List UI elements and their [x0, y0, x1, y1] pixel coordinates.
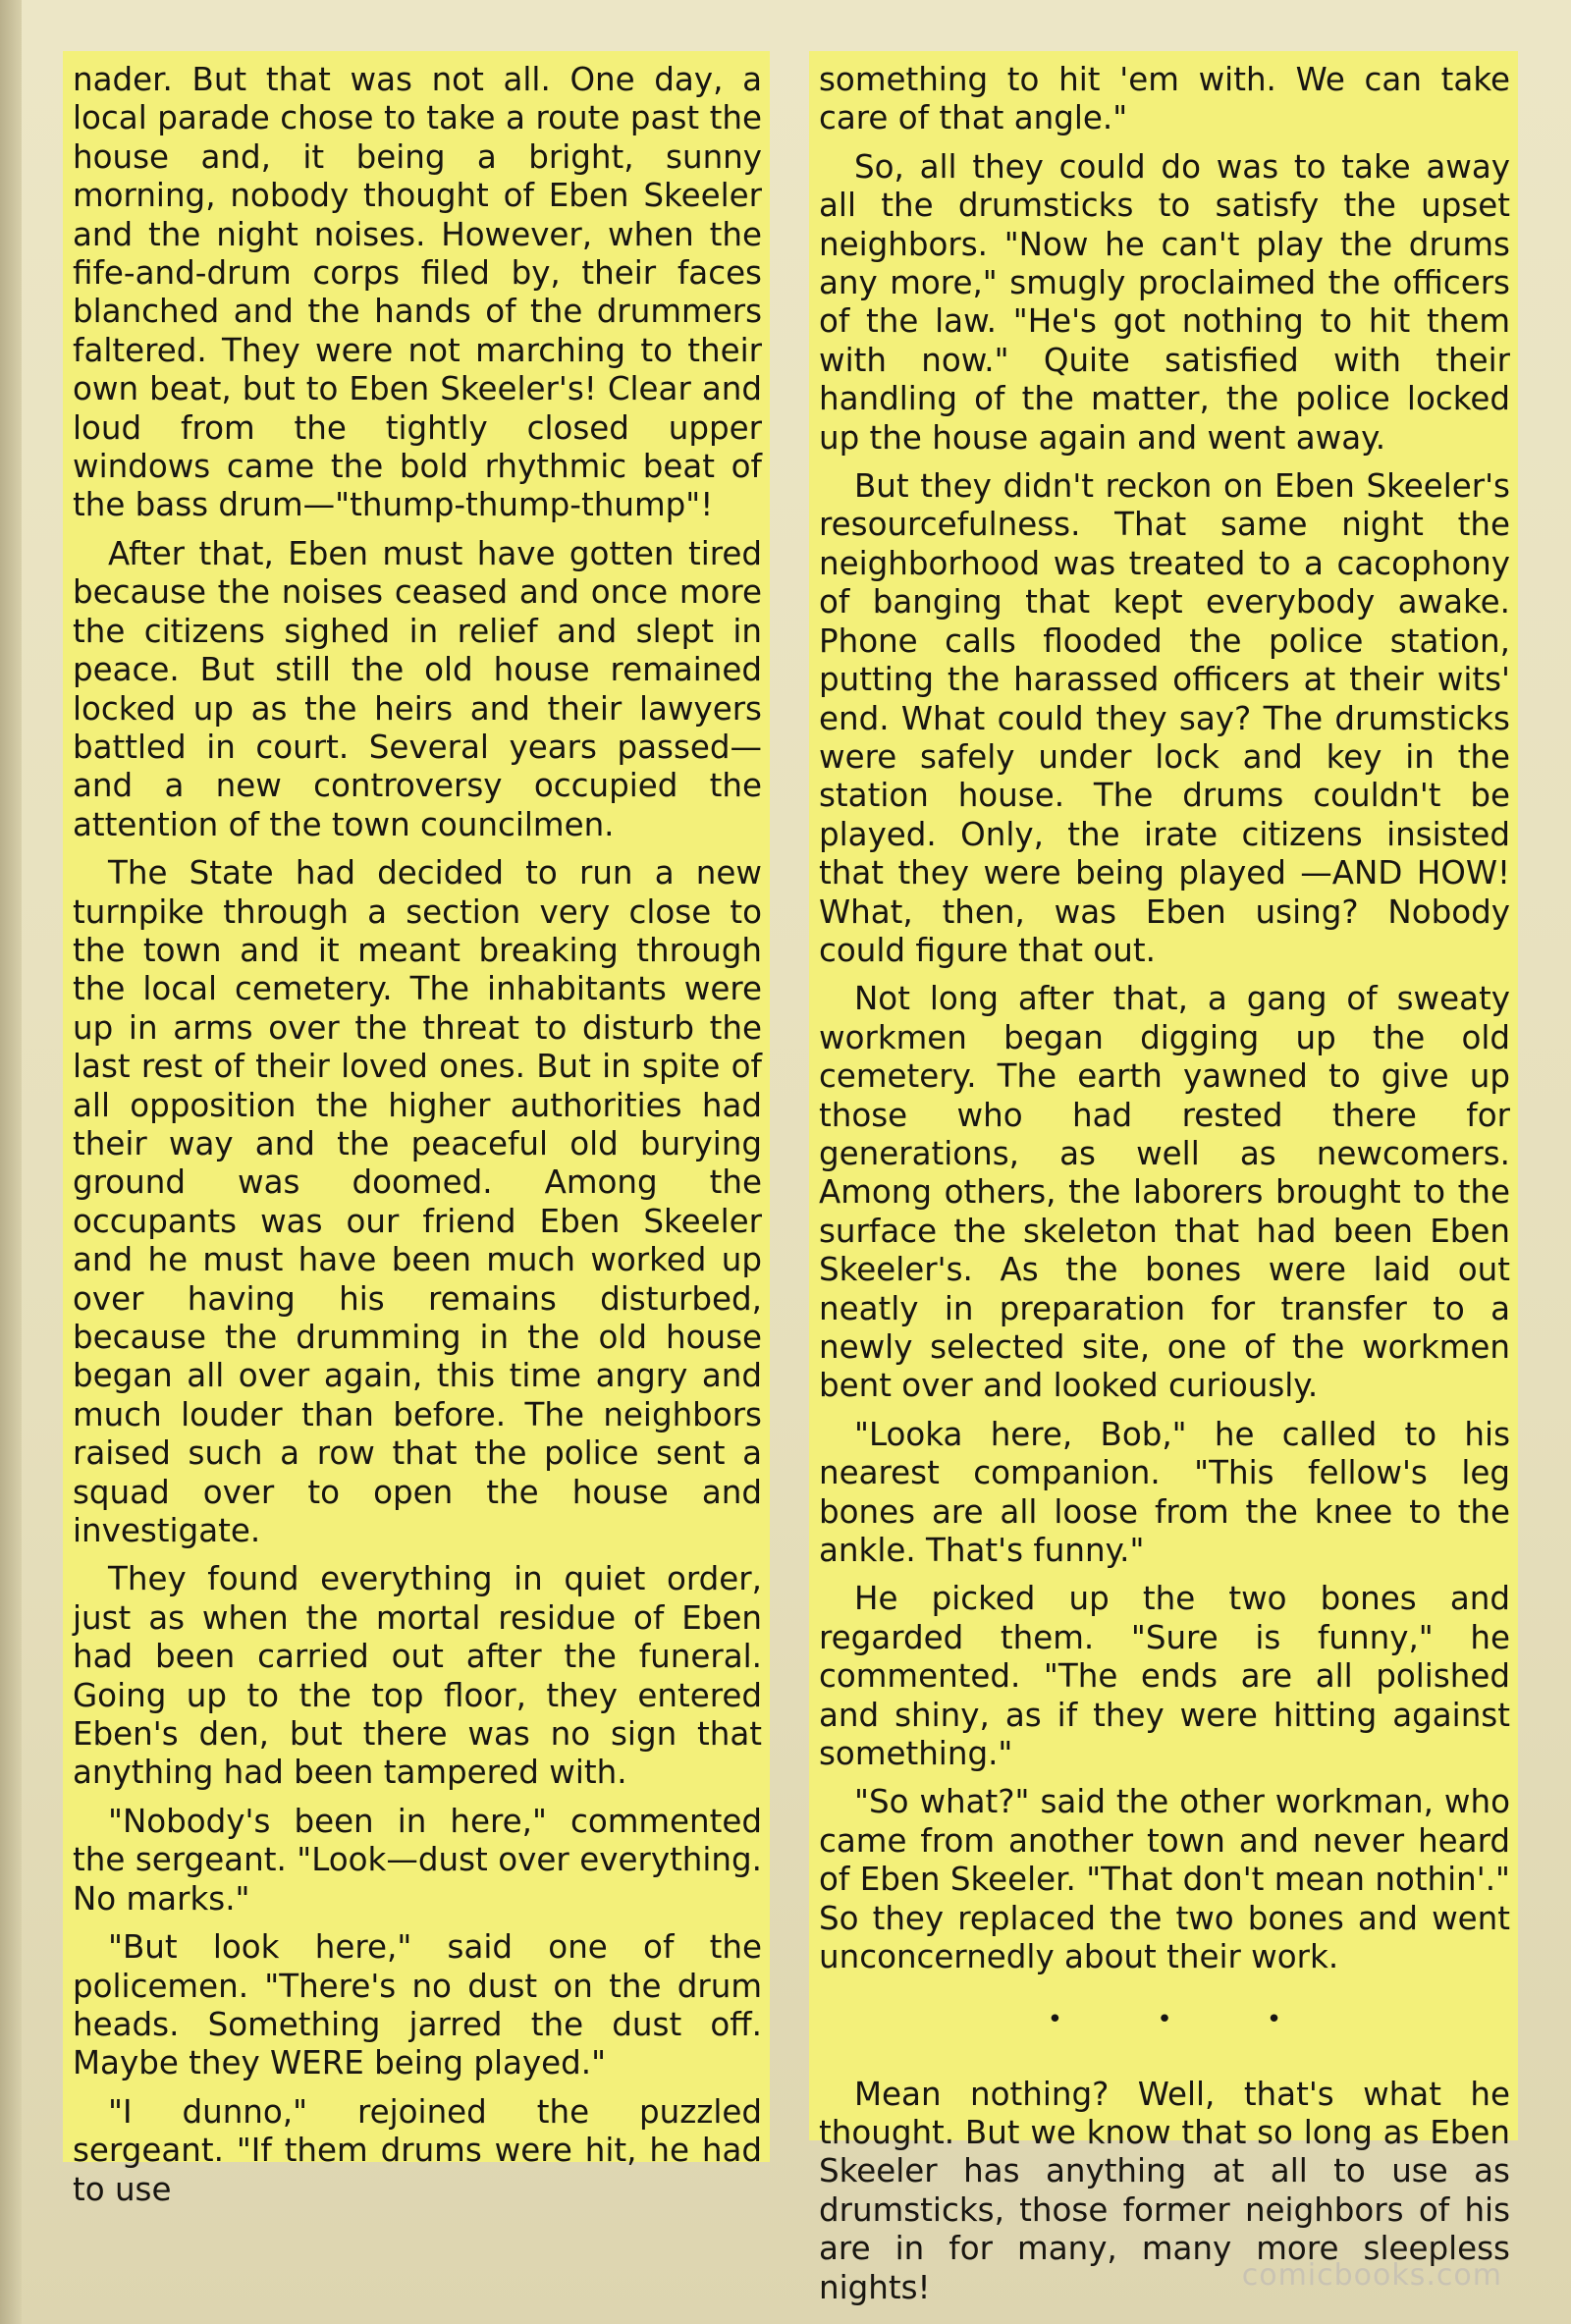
paragraph: "I dunno," rejoined the puzzled sergeant. "If them drums were hit, he had to use: [73, 2092, 762, 2208]
paragraph: They found everything in quiet order, just as when the mortal residue of Eben had been carried out after the funeral. Going up to the top floor, they entered Eben's den, but there was no sign that anything had been tampered with.: [73, 1560, 762, 1792]
paragraph: "But look here," said one of the policemen. "There's no dust on the drum heads. Something jarred the dust off. Maybe they WERE being played.": [73, 1928, 762, 2082]
paragraph: "Nobody's been in here," commented the sergeant. "Look—dust over everything. No marks.": [73, 1802, 762, 1918]
section-separator: • • •: [1047, 2004, 1326, 2034]
paragraph: "Looka here, Bob," he called to his nearest companion. "This fellow's leg bones are all loose from the knee to the ankle. That's funny.": [819, 1415, 1510, 1570]
paragraph: something to hit 'em with. We can take care of that angle.": [819, 61, 1510, 137]
paragraph: After that, Eben must have gotten tired because the noises ceased and once more the citizens sighed in relief and slept in peace. But still the old house remained locked up as the heirs and their lawyers battled in court. Several years passed—and a new controversy occupied the attention of the town councilmen.: [73, 534, 762, 843]
paragraph: But they didn't reckon on Eben Skeeler's resourcefulness. That same night the neighborhood was treated to a cacophony of banging that kept everybody awake. Phone calls flooded the police station, putting the harassed officers at their wits' end. What could they say? The drumsticks were safely under lock and key in the station house. The drums couldn't be played. Only, the irate citizens insisted that they were being played —AND HOW! What, then, was Eben using? Nobody could figure that out.: [819, 467, 1510, 969]
paragraph: So, all they could do was to take away all the drumsticks to satisfy the upset neighbors. "Now he can't play the drums any more," smugly proclaimed the officers of the law. "He's got nothing to hit them with now." Quite satisfied with their handling of the matter, the police locked up the house again and went away.: [819, 147, 1510, 457]
paragraph: Not long after that, a gang of sweaty workmen began digging up the old cemetery. The earth yawned to give up those who had rested there for generations, as well as newcomers. Among others, the laborers brought to the surface the skeleton that had been Eben Skeeler's. As the bones were laid out neatly in preparation for transfer to a newly selected site, one of the workmen bent over and looked curiously.: [819, 980, 1510, 1405]
text-column-left: [63, 51, 770, 2208]
paragraph: He picked up the two bones and regarded them. "Sure is funny," he commented. "The ends are all polished and shiny, as if they were hitting against something.": [819, 1580, 1510, 1773]
source-watermark: comicbooks.com: [1241, 2258, 1502, 2293]
paragraph: "So what?" said the other workman, who came from another town and never heard of Eben Skeeler. "That don't mean nothin'." So they replaced the two bones and went unconcernedly about their work.: [819, 1783, 1510, 1976]
paragraph: The State had decided to run a new turnpike through a section very close to the town and it meant breaking through the local cemetery. The inhabitants were up in arms over the threat to disturb the last rest of their loved ones. But in spite of all opposition the higher authorities had their way and the peaceful old burying ground was doomed. Among the occupants was our friend Eben Skeeler and he must have been much worked up over having his remains disturbed, because the drumming in the old house began all over again, this time angry and much louder than before. The neighbors raised such a row that the police sent a squad over to open the house and investigate.: [73, 854, 762, 1550]
paragraph: nader. But that was not all. One day, a local parade chose to take a route past the house and, it being a bright, sunny morning, nobody thought of Eben Skeeler and the night noises. However, when the fife-and-drum corps filed by, their faces blanched and the hands of the drummers faltered. They were not marching to their own beat, but to Eben Skeeler's! Clear and loud from the tightly closed upper windows came the bold rhythmic beat of the bass drum—"thump-thump-thump"!: [73, 61, 762, 524]
closing-paragraph: Mean nothing? Well, that's what he thought. But we know that so long as Eben Skeeler has anything at all to use as drumsticks, those former neighbors of his are in for many, many more sleepless nights!: [819, 2075, 1510, 2306]
